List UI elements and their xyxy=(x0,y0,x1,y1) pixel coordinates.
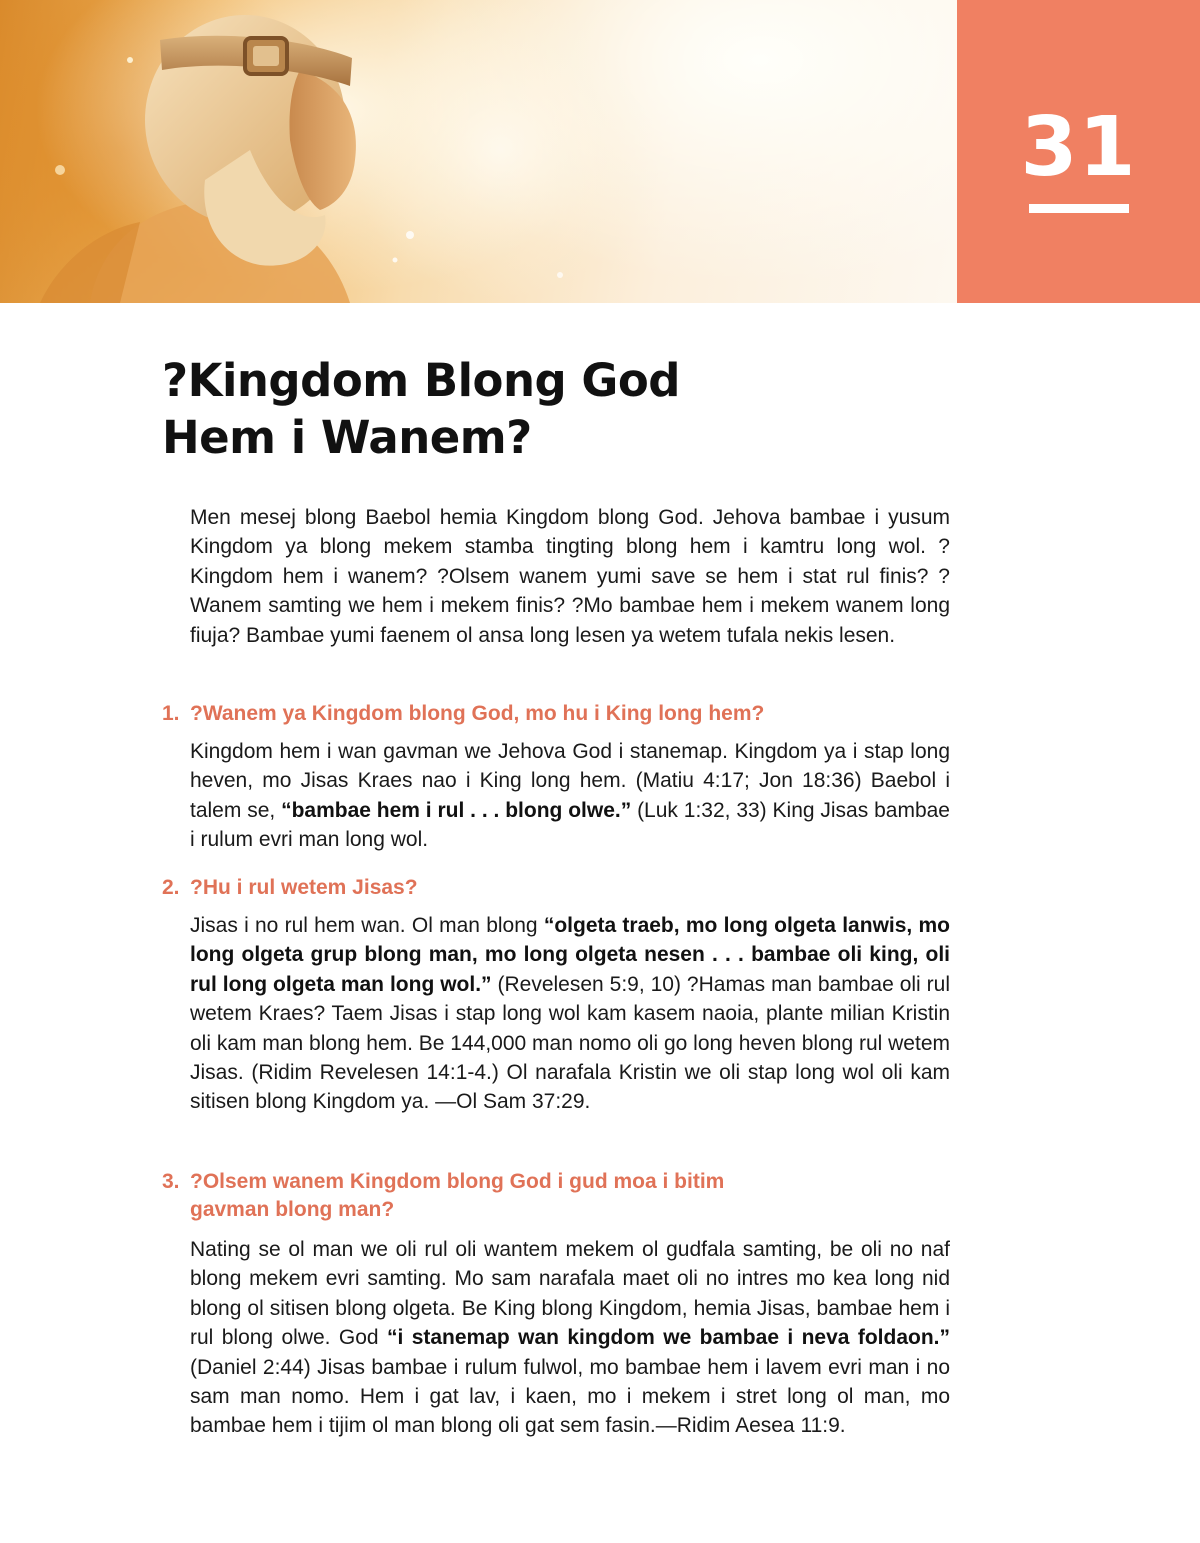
answer-text: (Daniel 2:44) Jisas bambae i rulum fulwol, mo bambae hem i lavem evri man i no sam man nomo. Hem i gat lav, i kaen, mo i mekem i stret long ol man, mo bambae hem i tijim ol man blong oli gat sem fasin.—Ridim Aesea 11:9. xyxy=(190,1355,950,1438)
answer-1 xyxy=(190,737,950,855)
question-text-line-2: gavman blong man? xyxy=(190,1198,395,1221)
question-number: 1. xyxy=(162,702,180,725)
page-title xyxy=(162,352,680,466)
answer-text: (Luk 1:32, 33) King Jisas bambae i rulum evri man long wol. xyxy=(190,798,950,852)
question-number: 3. xyxy=(162,1170,180,1193)
page-title-line-1: ?Kingdom Blong God xyxy=(162,354,680,407)
question-text: ?Hu i rul wetem Jisas? xyxy=(190,876,418,899)
intro-paragraph: Men mesej blong Baebol hemia Kingdom blong God. Jehova bambae i yusum Kingdom ya blong mekem stamba tingting blong hem i kamtru long wol. ?Kingdom hem i wanem? ?Olsem wanem yumi save se hem i stat rul finis? ?Wanem samting we hem i mekem finis? ?Mo bambae hem i mekem wanem long fiuja? Bambae yumi faenem ol ansa long lesen ya wetem tufala nekis lesen. xyxy=(190,506,950,647)
question-text: ?Wanem ya Kingdom blong God, mo hu i King long hem? xyxy=(190,702,765,725)
answer-text: (Revelesen 5:9, 10) ?Hamas man bambae oli rul wetem Kraes? Taem Jisas i stap long wol kam kasem naoia, plante milian Kristin oli kam man blong hem. Be 144,000 man nomo oli go long heven blong rul wetem Jisas. (Ridim Revelesen 14:1-4.) Ol narafala Kristin we oli stap long wol oli kam sitisen blong Kingdom ya. —Ol Sam 37:29. xyxy=(190,972,950,1114)
answer-quote: “olgeta traeb, mo long olgeta lanwis, mo long olgeta grup blong man, mo long olgeta nesen . . . bambae oli king, oli rul long olgeta man long wol.” xyxy=(190,914,950,996)
answer-text: Kingdom hem i wan gavman we Jehova God i stanemap. Kingdom ya i stap long heven, mo Jisas Kraes nao i King long hem. (Matiu 4:17; Jon 18:36) Baebol i talem se, xyxy=(190,740,950,822)
answer-2 xyxy=(190,911,950,1117)
question-text-line-1: ?Olsem wanem Kingdom blong God i gud moa i bitim xyxy=(190,1170,725,1193)
question-2 xyxy=(162,874,862,902)
badge-underline xyxy=(1029,204,1129,213)
question-number: 2. xyxy=(162,876,180,899)
king-illustration xyxy=(0,0,957,303)
question-3 xyxy=(162,1168,862,1224)
lesson-number: 31 xyxy=(1020,100,1137,195)
question-1 xyxy=(162,700,862,728)
answer-quote: “bambae hem i rul . . . blong olwe.” xyxy=(281,798,632,822)
lesson-number-badge xyxy=(957,0,1200,303)
answer-text: Jisas i no rul hem wan. Ol man blong xyxy=(190,914,544,937)
answer-3 xyxy=(190,1235,950,1441)
answer-text: Nating se ol man we oli rul oli wantem mekem ol gudfala samting, be oli no naf blong mekem evri samting. Mo sam narafala maet oli no intres mo kea long nid blong ol sitisen blong olgeta. Be King blong Kingdom, hemia Jisas, bambae hem i rul blong olwe. God xyxy=(190,1238,950,1350)
answer-quote: “i stanemap wan kingdom we bambae i neva foldaon.” xyxy=(386,1326,950,1350)
page-title-line-2: Hem i Wanem? xyxy=(162,411,532,464)
hero-image xyxy=(0,0,957,303)
